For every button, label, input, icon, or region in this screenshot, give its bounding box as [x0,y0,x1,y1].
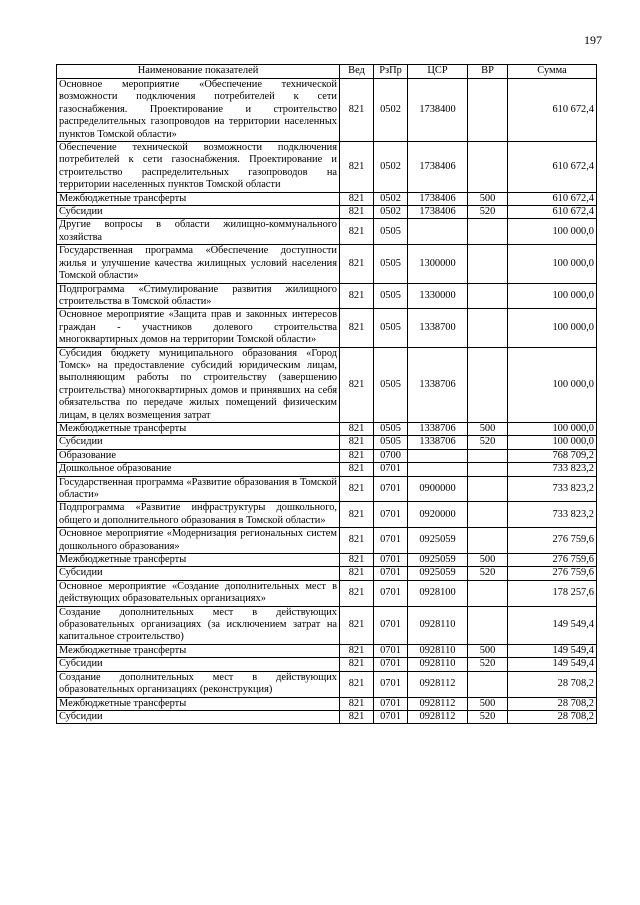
cell-vr [468,79,508,142]
cell-name: Межбюджетные трансферты [57,554,340,567]
cell-name: Другие вопросы в области жилищно-коммунального хозяйства [57,219,340,245]
cell-csr [408,219,468,245]
table-row [57,436,597,449]
cell-vr: 500 [468,697,508,710]
cell-vr: 500 [468,422,508,435]
cell-sum: 276 759,6 [508,528,597,554]
cell-name: Субсидии [57,710,340,723]
cell-name: Субсидия бюджету муниципального образования «Город Томск» на предоставление субсидий юридическим лицам, выполняющим работы по строительству (завершению строительства) многоквартирных домов и принявших на себя обязательства по передаче жилых помещений физическим лицам, в целях возмещения затрат [57,347,340,422]
cell-sum: 733 823,2 [508,463,597,476]
cell-rzpr: 0701 [374,658,408,671]
cell-ved: 821 [340,436,374,449]
cell-name: Межбюджетные трансферты [57,697,340,710]
cell-rzpr: 0701 [374,528,408,554]
table-row [57,219,597,245]
cell-rzpr: 0502 [374,79,408,142]
cell-rzpr: 0505 [374,245,408,283]
table-row [57,502,597,528]
cell-name: Образование [57,449,340,462]
cell-csr: 1738406 [408,192,468,205]
cell-ved: 821 [340,347,374,422]
cell-vr [468,606,508,644]
cell-rzpr: 0502 [374,142,408,193]
header-rzpr: РзПр [374,65,408,79]
cell-rzpr: 0505 [374,436,408,449]
cell-rzpr: 0701 [374,710,408,723]
cell-csr [408,463,468,476]
cell-rzpr: 0505 [374,347,408,422]
cell-ved: 821 [340,658,374,671]
cell-sum: 276 759,6 [508,554,597,567]
cell-ved: 821 [340,206,374,219]
cell-sum: 149 549,4 [508,606,597,644]
cell-ved: 821 [340,710,374,723]
table-row [57,422,597,435]
table-row [57,710,597,723]
cell-ved: 821 [340,580,374,606]
cell-rzpr: 0701 [374,580,408,606]
cell-csr: 1338706 [408,436,468,449]
table-row [57,142,597,193]
cell-name: Государственная программа «Обеспечение доступности жилья и улучшение качества жилищных условий населения Томской области» [57,245,340,283]
cell-name: Субсидии [57,567,340,580]
cell-name: Государственная программа «Развитие образования в Томской области» [57,476,340,502]
cell-rzpr: 0701 [374,697,408,710]
cell-name: Создание дополнительных мест в действующих образовательных организациях (реконструкция) [57,671,340,697]
cell-ved: 821 [340,606,374,644]
cell-ved: 821 [340,463,374,476]
cell-rzpr: 0505 [374,219,408,245]
cell-sum: 733 823,2 [508,476,597,502]
table-row [57,206,597,219]
cell-ved: 821 [340,697,374,710]
cell-vr [468,449,508,462]
cell-csr: 1338700 [408,309,468,347]
cell-vr [468,476,508,502]
header-csr: ЦСР [408,65,468,79]
table-row [57,697,597,710]
table-row [57,644,597,657]
cell-ved: 821 [340,449,374,462]
cell-vr [468,283,508,309]
cell-ved: 821 [340,671,374,697]
cell-sum: 149 549,4 [508,658,597,671]
cell-ved: 821 [340,309,374,347]
cell-rzpr: 0701 [374,463,408,476]
cell-rzpr: 0701 [374,567,408,580]
cell-sum: 100 000,0 [508,436,597,449]
table-row [57,606,597,644]
cell-csr: 1300000 [408,245,468,283]
cell-name: Подпрограмма «Развитие инфраструктуры дошкольного, общего и дополнительного образования в Томской области» [57,502,340,528]
table-row [57,658,597,671]
cell-vr: 520 [468,436,508,449]
cell-sum: 610 672,4 [508,142,597,193]
cell-sum: 149 549,4 [508,644,597,657]
cell-csr: 0928100 [408,580,468,606]
cell-csr: 0928110 [408,606,468,644]
cell-vr [468,580,508,606]
budget-table [56,64,597,724]
table-row [57,449,597,462]
cell-ved: 821 [340,554,374,567]
table-row [57,463,597,476]
cell-csr: 0900000 [408,476,468,502]
cell-sum: 178 257,6 [508,580,597,606]
cell-name: Межбюджетные трансферты [57,192,340,205]
cell-sum: 100 000,0 [508,245,597,283]
table-row [57,671,597,697]
cell-ved: 821 [340,502,374,528]
cell-rzpr: 0505 [374,309,408,347]
cell-name: Межбюджетные трансферты [57,644,340,657]
cell-vr [468,671,508,697]
cell-sum: 768 709,2 [508,449,597,462]
cell-vr: 520 [468,206,508,219]
cell-sum: 610 672,4 [508,79,597,142]
cell-csr: 1738400 [408,79,468,142]
cell-csr: 0928112 [408,671,468,697]
cell-ved: 821 [340,567,374,580]
cell-csr: 0928110 [408,658,468,671]
table-row [57,245,597,283]
table-row [57,567,597,580]
cell-sum: 28 708,2 [508,697,597,710]
cell-vr [468,502,508,528]
cell-name: Межбюджетные трансферты [57,422,340,435]
cell-vr: 500 [468,192,508,205]
cell-name: Подпрограмма «Стимулирование развития жилищного строительства в Томской области» [57,283,340,309]
table-row [57,347,597,422]
table-row [57,528,597,554]
cell-csr: 0920000 [408,502,468,528]
header-ved: Вед [340,65,374,79]
cell-sum: 610 672,4 [508,192,597,205]
cell-name: Субсидии [57,436,340,449]
table-row [57,580,597,606]
cell-rzpr: 0701 [374,554,408,567]
cell-rzpr: 0700 [374,449,408,462]
cell-sum: 100 000,0 [508,347,597,422]
cell-name: Дошкольное образование [57,463,340,476]
cell-sum: 733 823,2 [508,502,597,528]
cell-rzpr: 0701 [374,671,408,697]
table-header-row [57,65,597,79]
cell-csr: 0925059 [408,567,468,580]
cell-name: Основное мероприятие «Обеспечение технической возможности подключения потребителей к сети газоснабжения. Проектирование и строительство распределительных газопроводов на территории населенных пунктов Томской области» [57,79,340,142]
cell-sum: 610 672,4 [508,206,597,219]
cell-ved: 821 [340,219,374,245]
page-number: 197 [584,33,602,47]
cell-name: Основное мероприятие «Модернизация региональных систем дошкольного образования» [57,528,340,554]
cell-name: Создание дополнительных мест в действующих образовательных организациях (за исключением затрат на капитальное строительство) [57,606,340,644]
cell-csr: 1330000 [408,283,468,309]
cell-sum: 100 000,0 [508,422,597,435]
cell-vr [468,142,508,193]
table-row [57,283,597,309]
cell-ved: 821 [340,476,374,502]
cell-csr: 0925059 [408,528,468,554]
cell-rzpr: 0701 [374,502,408,528]
cell-name: Субсидии [57,206,340,219]
cell-ved: 821 [340,245,374,283]
cell-ved: 821 [340,283,374,309]
cell-csr: 1338706 [408,422,468,435]
cell-rzpr: 0701 [374,476,408,502]
cell-sum: 100 000,0 [508,283,597,309]
cell-csr: 0925059 [408,554,468,567]
cell-name: Обеспечение технической возможности подключения потребителей к сети газоснабжения. Проектирование и строительство распределительных газопроводов на территории населенных пунктов Томской области [57,142,340,193]
cell-vr [468,309,508,347]
cell-vr [468,347,508,422]
cell-ved: 821 [340,142,374,193]
header-sum: Сумма [508,65,597,79]
table-row [57,79,597,142]
cell-name: Основное мероприятие «Защита прав и законных интересов граждан - участников долевого строительства многоквартирных домов на территории Томской области» [57,309,340,347]
cell-vr [468,245,508,283]
cell-rzpr: 0505 [374,422,408,435]
cell-sum: 28 708,2 [508,671,597,697]
header-name: Наименование показателей [57,65,340,79]
table-body [57,79,597,724]
table-row [57,309,597,347]
cell-rzpr: 0505 [374,283,408,309]
cell-ved: 821 [340,422,374,435]
cell-ved: 821 [340,79,374,142]
cell-rzpr: 0701 [374,644,408,657]
cell-csr: 1338706 [408,347,468,422]
cell-vr [468,463,508,476]
cell-sum: 276 759,6 [508,567,597,580]
cell-csr: 1738406 [408,206,468,219]
table-row [57,192,597,205]
cell-sum: 28 708,2 [508,710,597,723]
cell-csr: 0928112 [408,697,468,710]
cell-csr: 0928112 [408,710,468,723]
cell-vr: 520 [468,658,508,671]
cell-ved: 821 [340,644,374,657]
cell-vr [468,219,508,245]
table-row [57,554,597,567]
cell-vr: 500 [468,554,508,567]
table-row [57,476,597,502]
cell-rzpr: 0701 [374,606,408,644]
cell-name: Основное мероприятие «Создание дополнительных мест в действующих образовательных организациях» [57,580,340,606]
cell-csr: 1738406 [408,142,468,193]
header-vr: ВР [468,65,508,79]
cell-vr: 500 [468,644,508,657]
cell-csr [408,449,468,462]
cell-vr [468,528,508,554]
cell-vr: 520 [468,710,508,723]
cell-ved: 821 [340,528,374,554]
cell-name: Субсидии [57,658,340,671]
cell-rzpr: 0502 [374,206,408,219]
cell-csr: 0928110 [408,644,468,657]
cell-vr: 520 [468,567,508,580]
cell-sum: 100 000,0 [508,309,597,347]
cell-rzpr: 0502 [374,192,408,205]
cell-sum: 100 000,0 [508,219,597,245]
cell-ved: 821 [340,192,374,205]
